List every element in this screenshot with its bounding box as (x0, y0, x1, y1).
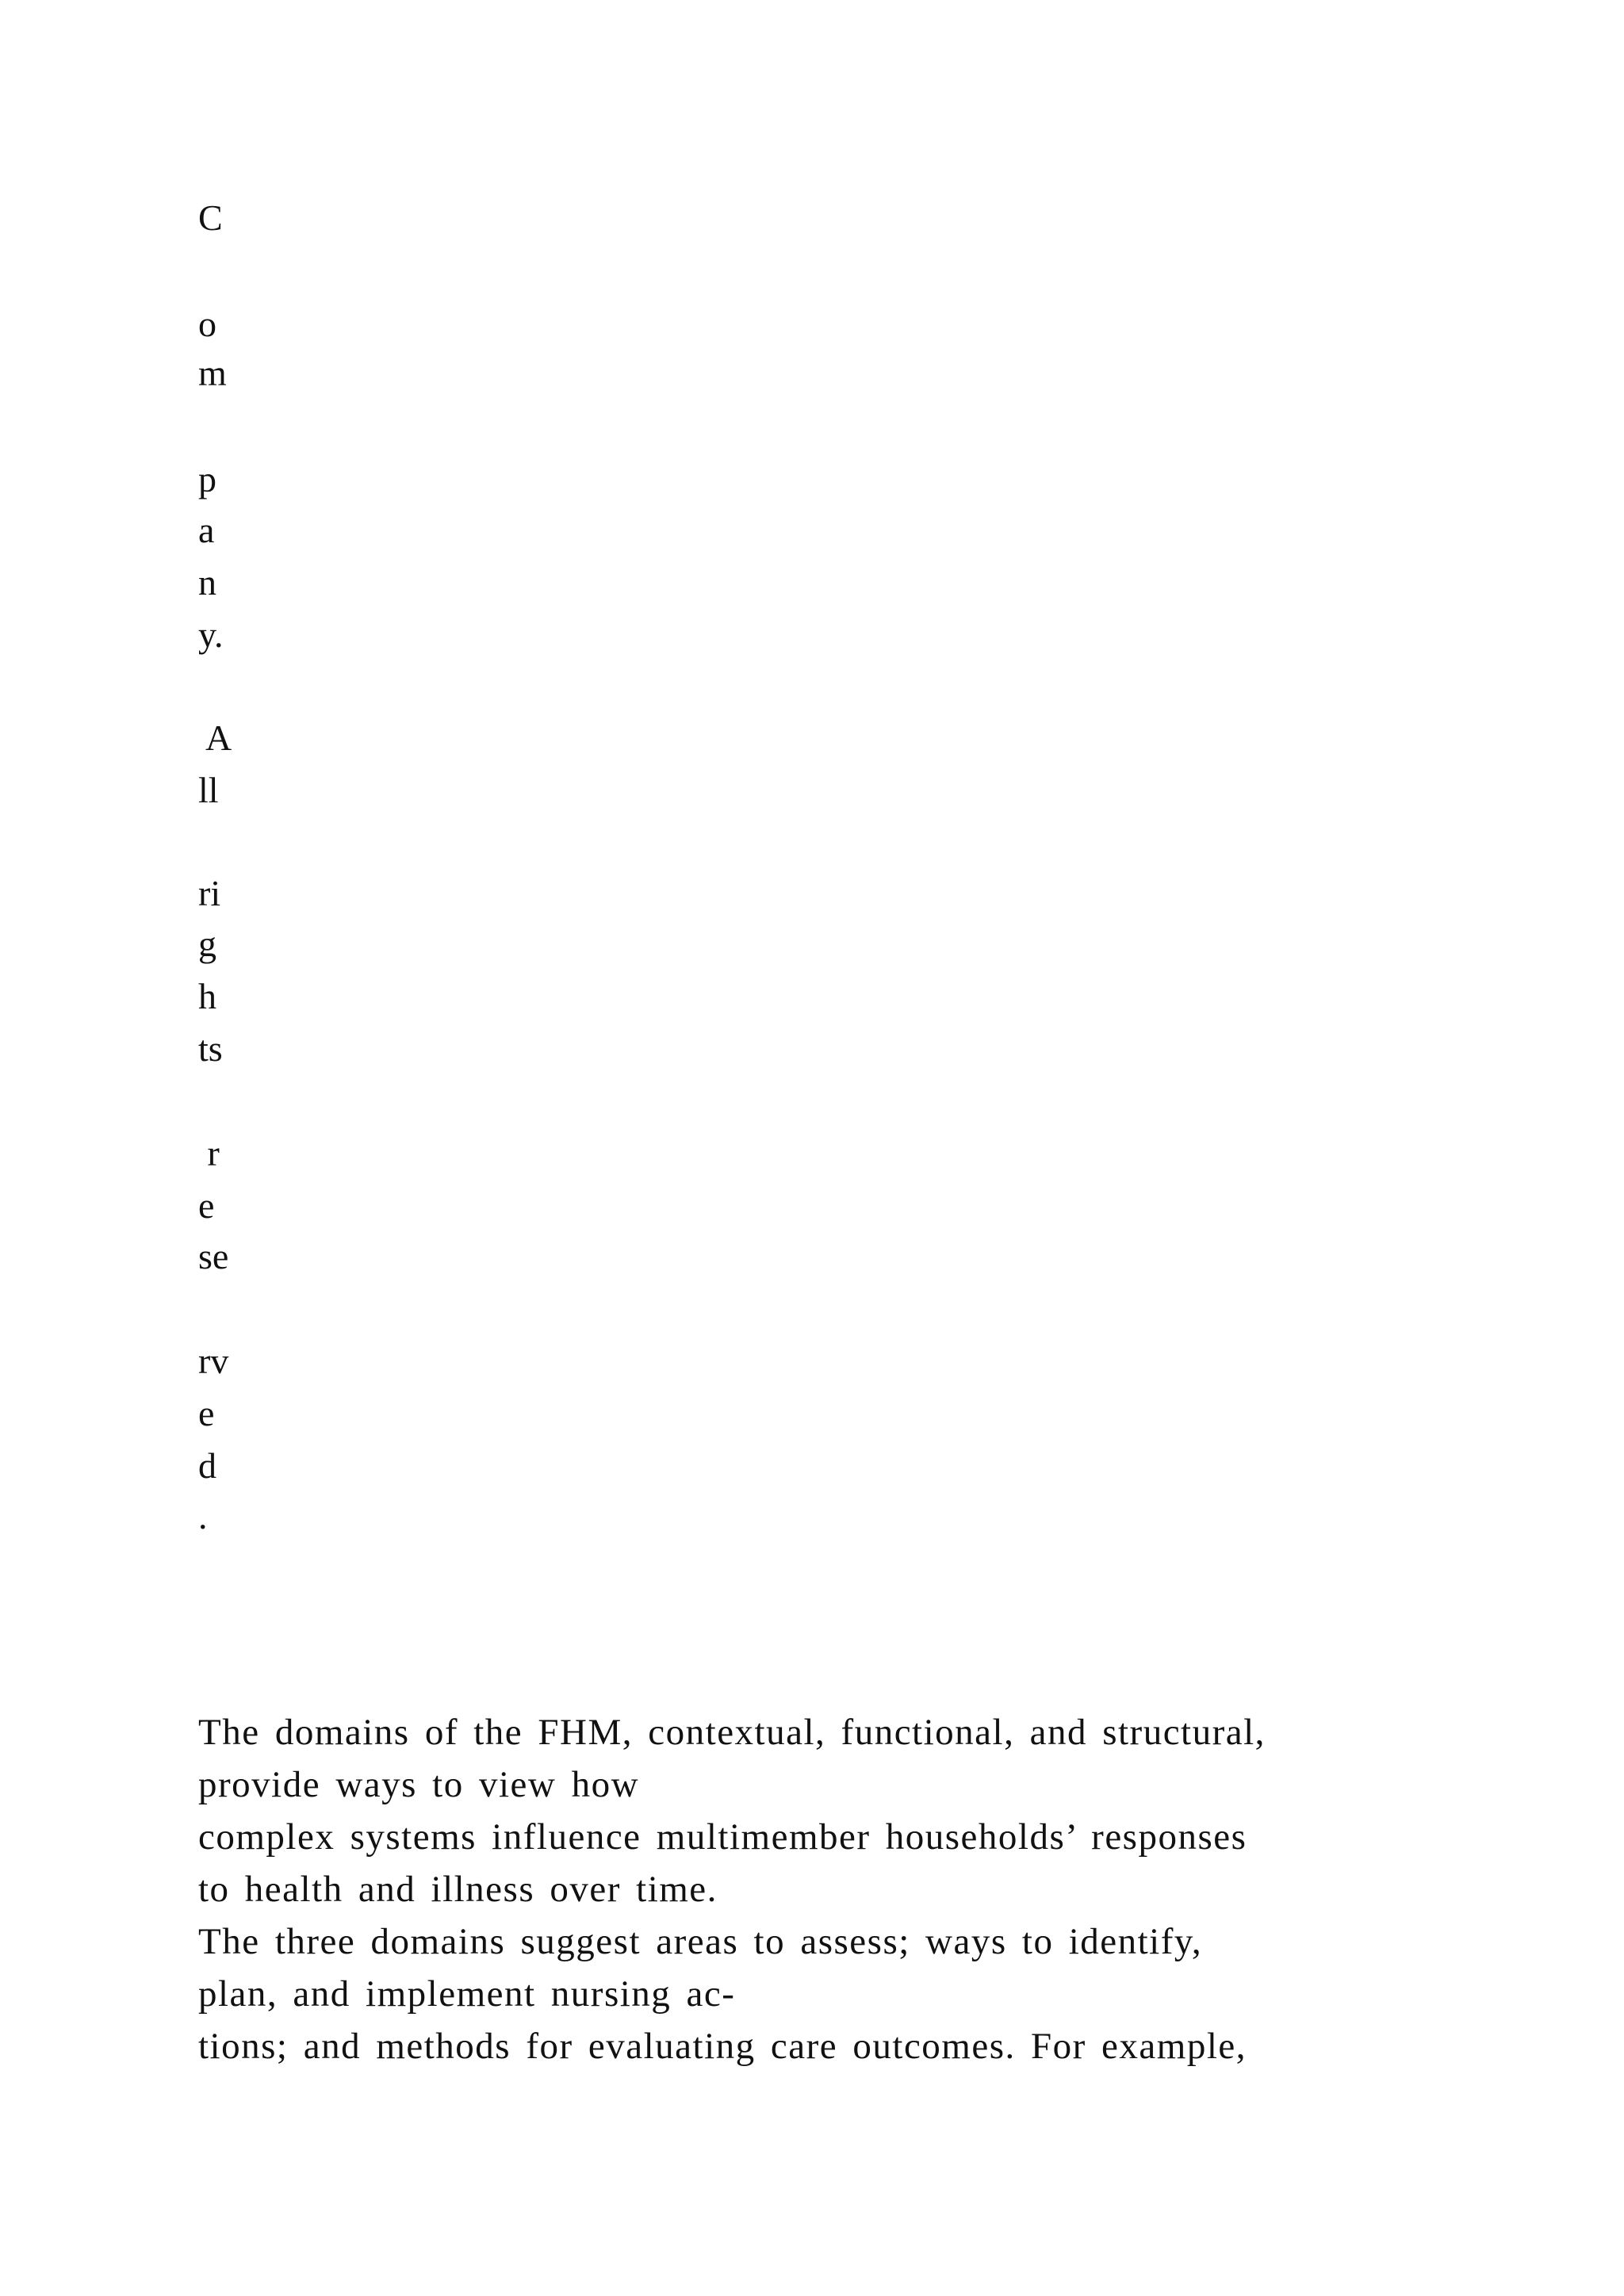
body-line: to health and illness over time. (198, 1869, 718, 1910)
vertical-fragment: p (198, 459, 216, 499)
vertical-fragment: o (198, 304, 216, 344)
vertical-fragment: a (198, 510, 215, 550)
body-paragraph (198, 1706, 1467, 2072)
vertical-fragment: C (198, 197, 223, 238)
vertical-fragment: g (198, 924, 216, 964)
vertical-fragment: se (198, 1236, 229, 1276)
vertical-fragment: y. (198, 614, 224, 655)
vertical-fragment: h (198, 976, 216, 1016)
vertical-fragment: n (198, 562, 216, 603)
vertical-fragment: r (198, 1133, 220, 1173)
body-line: The three domains suggest areas to assess; ways to identify, (198, 1921, 1203, 1962)
vertical-fragment: rv (198, 1341, 229, 1381)
body-line: complex systems influence multimember households’ responses (198, 1816, 1247, 1858)
vertical-fragment: A (198, 718, 232, 758)
vertical-fragment: ll (198, 770, 219, 810)
vertical-fragment: ri (198, 873, 221, 913)
vertical-fragment: d (198, 1445, 216, 1486)
body-line: The domains of the FHM, contextual, functional, and structural, (198, 1712, 1266, 1753)
body-line: plan, and implement nursing ac- (198, 1973, 736, 2015)
vertical-fragment: ts (198, 1028, 223, 1069)
vertical-fragment: e (198, 1393, 215, 1433)
vertical-fragment: e (198, 1185, 215, 1226)
body-line: provide ways to view how (198, 1764, 640, 1805)
vertical-fragment: . (198, 1496, 208, 1536)
body-line: tions; and methods for evaluating care outcomes. For example, (198, 2026, 1247, 2067)
vertical-fragment: m (198, 353, 227, 393)
